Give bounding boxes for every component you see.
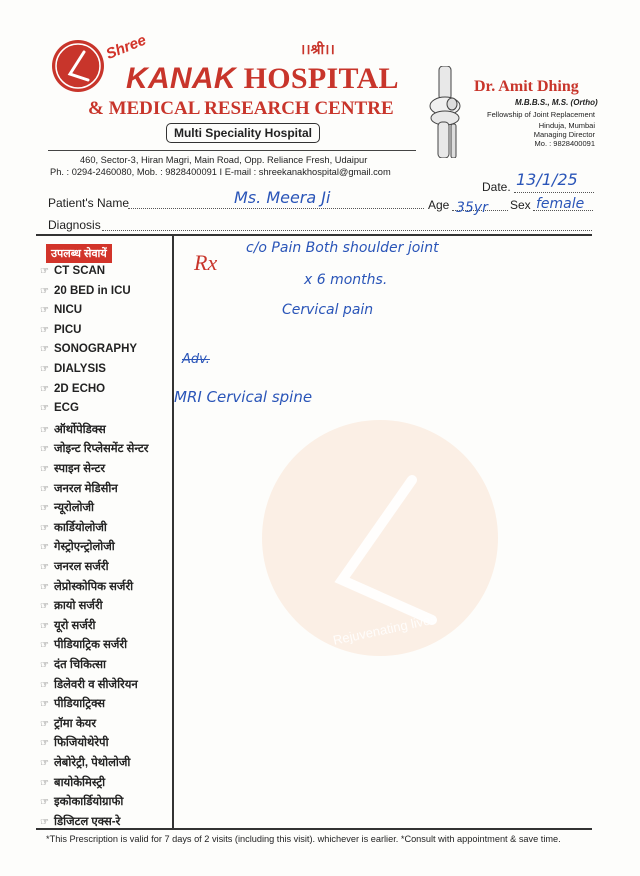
service-item-label: लेप्रोस्कोपिक सर्जरी bbox=[54, 580, 134, 593]
service-item-label: NICU bbox=[54, 304, 83, 317]
service-item bbox=[40, 559, 109, 574]
sex-label: Sex bbox=[510, 198, 531, 212]
service-item bbox=[40, 285, 131, 297]
pointing-hand-icon: ☞ bbox=[40, 424, 49, 436]
service-item bbox=[40, 304, 82, 316]
service-item-label: जनरल सर्जरी bbox=[54, 561, 109, 573]
pointing-hand-icon: ☞ bbox=[40, 483, 49, 495]
pointing-hand-icon: ☞ bbox=[40, 444, 49, 456]
pointing-hand-icon: ☞ bbox=[40, 562, 49, 573]
pointing-hand-icon: ☞ bbox=[40, 364, 49, 375]
age-label: Age bbox=[428, 198, 450, 212]
services-heading: उपलब्ध सेवायें bbox=[46, 244, 112, 263]
date-value: 13/1/25 bbox=[516, 170, 578, 189]
age-value: 35yr bbox=[456, 200, 488, 216]
shree-label: Shree bbox=[103, 31, 149, 63]
column-divider bbox=[172, 234, 174, 828]
service-item bbox=[40, 735, 109, 750]
doctor-mobile: Mo. : 9828400091 bbox=[534, 139, 595, 148]
hospital-logo bbox=[52, 40, 104, 92]
service-item-label: ट्रॉमा केयर bbox=[54, 717, 97, 730]
shri-symbol: ।।श्री।। bbox=[300, 41, 335, 57]
validity-note: *This Prescription is valid for 7 days of 2 visits (including this visit). whichever is earlier. *Consult with appointment & save time. bbox=[46, 834, 561, 844]
pointing-hand-icon: ☞ bbox=[40, 718, 49, 730]
duration-line: x 6 months. bbox=[304, 272, 388, 288]
service-item-label: SONOGRAPHY bbox=[54, 343, 138, 356]
pointing-hand-icon: ☞ bbox=[40, 777, 49, 789]
body-top-border bbox=[36, 234, 592, 236]
patient-name-line bbox=[128, 208, 424, 209]
service-item-label: न्यूरोलोजी bbox=[54, 502, 95, 515]
hospital-name-kanak: KANAK bbox=[126, 62, 236, 95]
service-item bbox=[40, 402, 79, 414]
doctor-name: Dr. Amit Dhing bbox=[474, 78, 579, 95]
rx-symbol: Rx bbox=[194, 250, 218, 275]
pointing-hand-icon: ☞ bbox=[40, 305, 49, 317]
service-item-label: PICU bbox=[54, 323, 82, 336]
service-item-label: CT SCAN bbox=[54, 265, 106, 277]
service-item-label: ECG bbox=[54, 402, 79, 415]
service-item bbox=[40, 265, 105, 277]
pointing-hand-icon: ☞ bbox=[40, 601, 49, 613]
service-item bbox=[40, 461, 105, 476]
service-item bbox=[40, 500, 94, 515]
service-item-label: जोइन्ट रिप्लेसमेंट सेन्टर bbox=[54, 443, 149, 456]
advice-label: Adv. bbox=[182, 352, 210, 367]
date-label: Date. bbox=[482, 180, 511, 194]
hospital-name bbox=[126, 62, 399, 96]
pointing-hand-icon: ☞ bbox=[40, 816, 49, 828]
doctor-degrees: M.B.B.S., M.S. (Ortho) bbox=[515, 98, 598, 107]
service-item bbox=[40, 637, 127, 652]
doctor-details bbox=[470, 110, 595, 148]
diagnosis-label: Diagnosis bbox=[48, 218, 101, 232]
service-item-label: इकोकार्डियोग्राफी bbox=[54, 796, 124, 809]
patient-name-value: Ms. Meera Ji bbox=[234, 188, 331, 207]
pointing-hand-icon: ☞ bbox=[40, 403, 49, 415]
service-item bbox=[40, 716, 96, 731]
watermark-text: Rejuvenating lives bbox=[331, 611, 438, 648]
pointing-hand-icon: ☞ bbox=[40, 344, 49, 356]
doctor-role: Managing Director bbox=[533, 130, 595, 139]
service-item bbox=[40, 618, 96, 633]
pointing-hand-icon: ☞ bbox=[40, 738, 49, 750]
service-item-label: डिजिटल एक्स-रे bbox=[54, 815, 121, 828]
pointing-hand-icon: ☞ bbox=[40, 640, 49, 652]
pointing-hand-icon: ☞ bbox=[40, 660, 49, 671]
service-item bbox=[40, 441, 149, 456]
diagnosis-line bbox=[102, 230, 592, 231]
service-item bbox=[40, 657, 106, 672]
service-item-label: स्पाइन सेन्टर bbox=[54, 463, 106, 475]
complaint-line: c/o Pain Both shoulder joint bbox=[246, 240, 439, 256]
pointing-hand-icon: ☞ bbox=[40, 266, 49, 277]
service-item-label: पीडियाट्रिक्स bbox=[54, 698, 106, 711]
service-item-label: गेस्ट्रोएन्ट्रोलोजी bbox=[54, 541, 115, 554]
pointing-hand-icon: ☞ bbox=[40, 797, 49, 809]
service-item-label: ऑर्थोपेडिक्स bbox=[54, 423, 106, 436]
service-item-label: 20 BED in ICU bbox=[54, 284, 131, 297]
service-item bbox=[40, 383, 105, 395]
service-item-label: पीडियाट्रिक सर्जरी bbox=[54, 639, 128, 652]
address-line: 460, Sector-3, Hiran Magri, Main Road, Opp. Reliance Fresh, Udaipur bbox=[80, 155, 368, 165]
service-item bbox=[40, 696, 105, 711]
service-item-label: लेबोरेट्री, पेथोलोजी bbox=[54, 757, 131, 769]
service-item bbox=[40, 481, 118, 496]
pointing-hand-icon: ☞ bbox=[40, 324, 49, 336]
service-item bbox=[40, 343, 137, 355]
pointing-hand-icon: ☞ bbox=[40, 758, 49, 769]
date-line bbox=[514, 192, 594, 193]
service-item-label: DIALYSIS bbox=[54, 363, 106, 375]
speciality-badge: Multi Speciality Hospital bbox=[166, 123, 320, 143]
pointing-hand-icon: ☞ bbox=[40, 285, 49, 297]
pointing-hand-icon: ☞ bbox=[40, 620, 49, 632]
pointing-hand-icon: ☞ bbox=[40, 503, 49, 515]
service-item bbox=[40, 814, 120, 829]
service-item bbox=[40, 598, 103, 613]
pointing-hand-icon: ☞ bbox=[40, 383, 49, 395]
hospital-subtitle: & MEDICAL RESEARCH CENTRE bbox=[88, 98, 394, 119]
service-item-label: कार्डियोलोजी bbox=[54, 521, 107, 534]
pointing-hand-icon: ☞ bbox=[40, 522, 49, 534]
service-item-label: यूरो सर्जरी bbox=[54, 619, 96, 632]
knee-joint-icon bbox=[428, 66, 462, 158]
mri-advice-line: MRI Cervical spine bbox=[174, 388, 313, 406]
pointing-hand-icon: ☞ bbox=[40, 679, 49, 691]
watermark-logo bbox=[262, 420, 498, 656]
pointing-hand-icon: ☞ bbox=[40, 542, 49, 554]
service-item-label: क्रायो सर्जरी bbox=[54, 600, 103, 613]
service-item bbox=[40, 520, 107, 535]
sex-value: female bbox=[536, 196, 585, 212]
service-item-label: बायोकेमिस्ट्री bbox=[54, 776, 106, 789]
service-item bbox=[40, 677, 138, 692]
doctor-fellowship: Fellowship of Joint Replacement bbox=[487, 110, 595, 119]
service-item-label: फिजियोथेरेपी bbox=[54, 737, 109, 750]
cervical-pain-line: Cervical pain bbox=[282, 302, 374, 318]
pointing-hand-icon: ☞ bbox=[40, 699, 49, 711]
service-item bbox=[40, 539, 115, 554]
service-item bbox=[40, 422, 106, 437]
service-item bbox=[40, 794, 123, 809]
pointing-hand-icon: ☞ bbox=[40, 581, 49, 593]
service-item bbox=[40, 324, 81, 336]
pointing-hand-icon: ☞ bbox=[40, 464, 49, 475]
hospital-address bbox=[50, 154, 410, 178]
patient-name-label: Patient's Name bbox=[48, 196, 129, 210]
doctor-institute: Hinduja, Mumbai bbox=[538, 121, 595, 130]
contact-line: Ph. : 0294-2460080, Mob. : 9828400091 I E-mail : shreekanakhospital@gmail.com bbox=[50, 167, 391, 177]
service-item-label: 2D ECHO bbox=[54, 382, 106, 395]
service-item-label: दंत चिकित्सा bbox=[54, 659, 106, 671]
service-item bbox=[40, 363, 106, 375]
service-item bbox=[40, 755, 130, 770]
service-item-label: जनरल मेडिसीन bbox=[54, 482, 118, 495]
header-divider bbox=[48, 150, 416, 151]
service-item bbox=[40, 775, 105, 790]
service-item bbox=[40, 579, 133, 594]
hospital-name-hospital: HOSPITAL bbox=[243, 62, 399, 95]
service-item-label: डिलेवरी व सीजेरियन bbox=[54, 678, 138, 691]
